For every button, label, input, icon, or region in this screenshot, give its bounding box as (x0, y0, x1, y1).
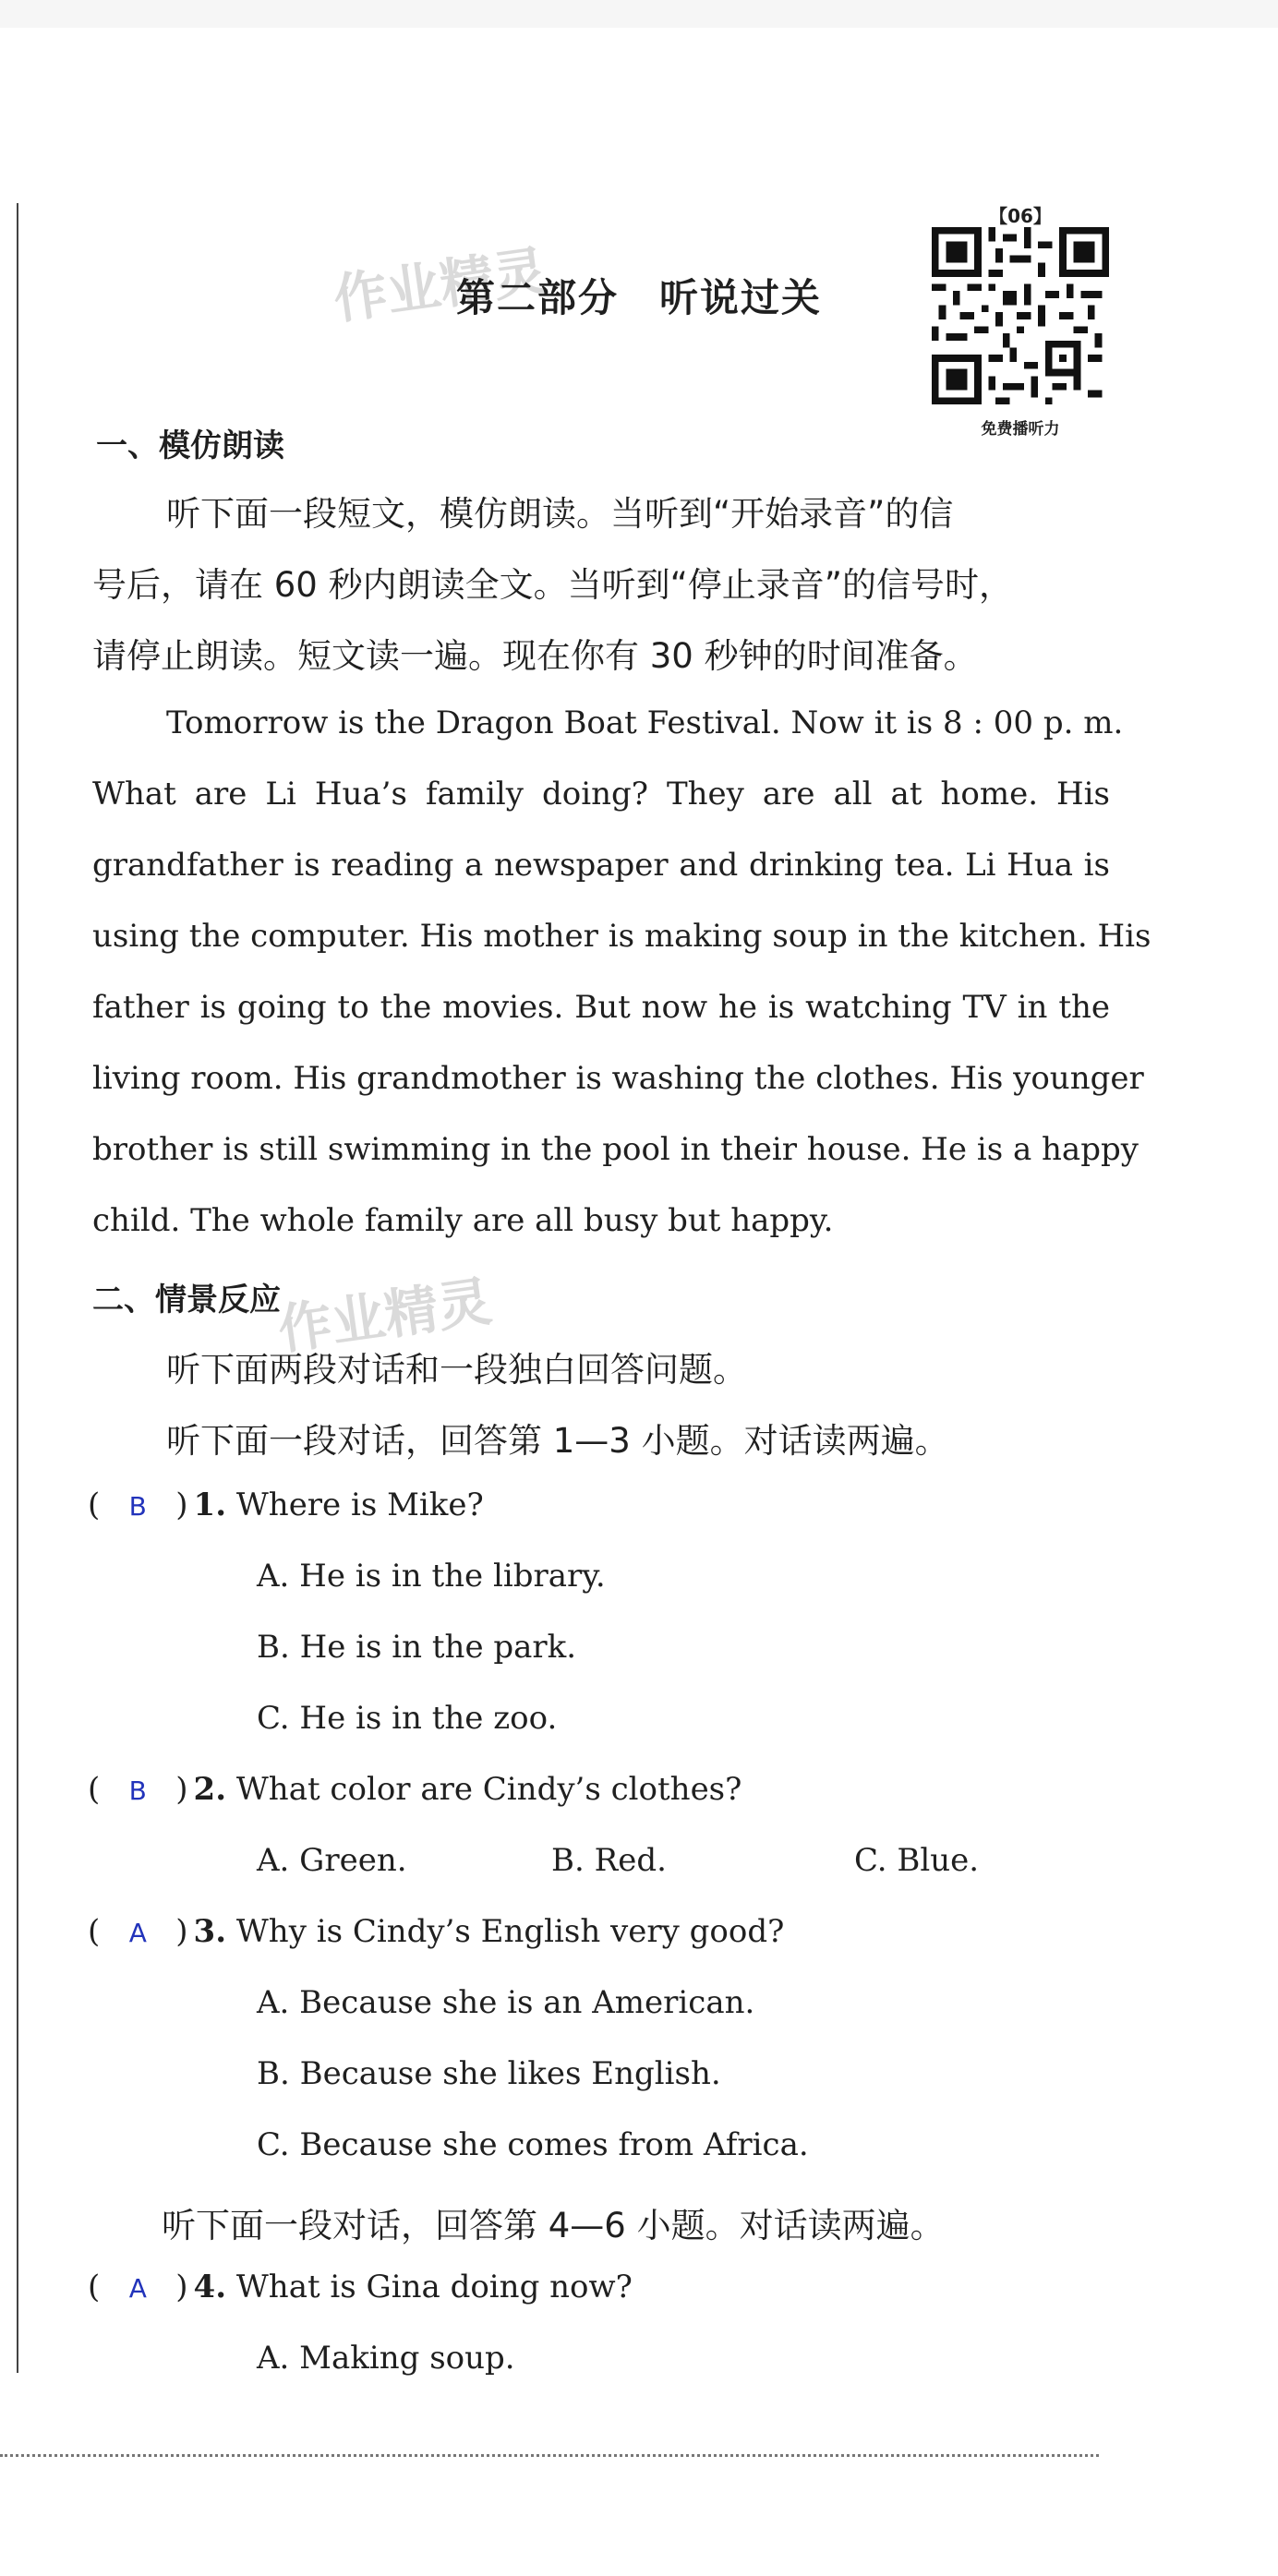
passage-line-8: child. The whole family are all busy but happy. (92, 1202, 834, 1239)
section2-intro: 听下面两段对话和一段独白回答问题。 (166, 1350, 747, 1390)
dialog1-instruction: 听下面一段对话，回答第 1—3 小题。对话读两遍。 (166, 1421, 949, 1461)
answer-2: B (128, 1776, 147, 1806)
question-3 (88, 1913, 784, 1950)
question-number: 2. (193, 1771, 227, 1808)
dialog2-instruction: 听下面一段对话，回答第 4—6 小题。对话读两遍。 (162, 2206, 945, 2245)
passage-line-2: What are Li Hua’s family doing? They are all at home. His (92, 776, 1110, 813)
q1-option-c: C. He is in the zoo. (257, 1700, 558, 1737)
top-margin-shade (0, 0, 1278, 28)
qr-code-image[interactable] (932, 227, 1109, 404)
q2-option-b: B. Red. (551, 1842, 667, 1879)
section1-heading: 一、模仿朗读 (96, 427, 284, 464)
passage-line-3: grandfather is reading a newspaper and drinking tea. Li Hua is (92, 847, 1110, 884)
question-2 (88, 1771, 741, 1808)
question-4 (88, 2269, 633, 2305)
q2-option-a: A. Green. (257, 1842, 407, 1879)
q3-option-a: A. Because she is an American. (257, 1984, 755, 2021)
question-text: What is Gina doing now? (235, 2269, 633, 2305)
q2-option-c: C. Blue. (854, 1842, 980, 1879)
answer-3: A (128, 1918, 147, 1948)
question-1 (88, 1487, 484, 1523)
question-number: 3. (193, 1913, 227, 1950)
question-text: Why is Cindy’s English very good? (235, 1913, 785, 1950)
q3-option-c: C. Because she comes from Africa. (257, 2126, 809, 2163)
passage-line-1: Tomorrow is the Dragon Boat Festival. Now it is 8 : 00 p. m. (166, 704, 1124, 741)
watermark-top: 作业精灵 (330, 239, 551, 331)
watermark-mid: 作业精灵 (274, 1270, 496, 1362)
bottom-dashed-divider (0, 2454, 1099, 2457)
q1-option-b: B. He is in the park. (257, 1629, 577, 1666)
qr-caption: 免费播听力 (981, 420, 1060, 439)
answer-1: B (128, 1491, 147, 1522)
paren-open: ( (88, 2269, 101, 2305)
page-title: 第二部分 听说过关 (455, 275, 822, 320)
paren-close: ) (175, 1913, 188, 1950)
paren-open: ( (88, 1487, 101, 1523)
q4-option-a: A. Making soup. (257, 2340, 515, 2377)
paren-close: ) (175, 1771, 188, 1808)
qr-block (928, 201, 1113, 439)
q3-option-b: B. Because she likes English. (257, 2055, 721, 2092)
left-margin-rule (17, 203, 18, 2373)
question-number: 4. (193, 2269, 227, 2305)
question-text: Where is Mike? (235, 1487, 484, 1523)
question-text: What color are Cindy’s clothes? (235, 1771, 742, 1808)
answer-4: A (128, 2273, 147, 2304)
instruction-line-2: 号后，请在 60 秒内朗读全文。当听到“停止录音”的信号时， (92, 565, 1013, 605)
paren-open: ( (88, 1771, 101, 1808)
qr-code-label: 【06】 (989, 205, 1052, 227)
passage-line-4: using the computer. His mother is making soup in the kitchen. His (92, 918, 1151, 955)
passage-line-5: father is going to the movies. But now he is watching TV in the (92, 989, 1110, 1026)
q1-option-a: A. He is in the library. (257, 1558, 606, 1595)
section2-heading: 二、情景反应 (92, 1282, 281, 1318)
paren-close: ) (175, 1487, 188, 1523)
question-number: 1. (193, 1487, 227, 1523)
passage-line-7: brother is still swimming in the pool in their house. He is a happy (92, 1131, 1139, 1168)
instruction-line-1: 听下面一段短文，模仿朗读。当听到“开始录音”的信 (166, 494, 954, 534)
paren-open: ( (88, 1913, 101, 1950)
instruction-line-3: 请停止朗读。短文读一遍。现在你有 30 秒钟的时间准备。 (92, 636, 978, 676)
paren-close: ) (175, 2269, 188, 2305)
passage-line-6: living room. His grandmother is washing the clothes. His younger (92, 1060, 1144, 1097)
